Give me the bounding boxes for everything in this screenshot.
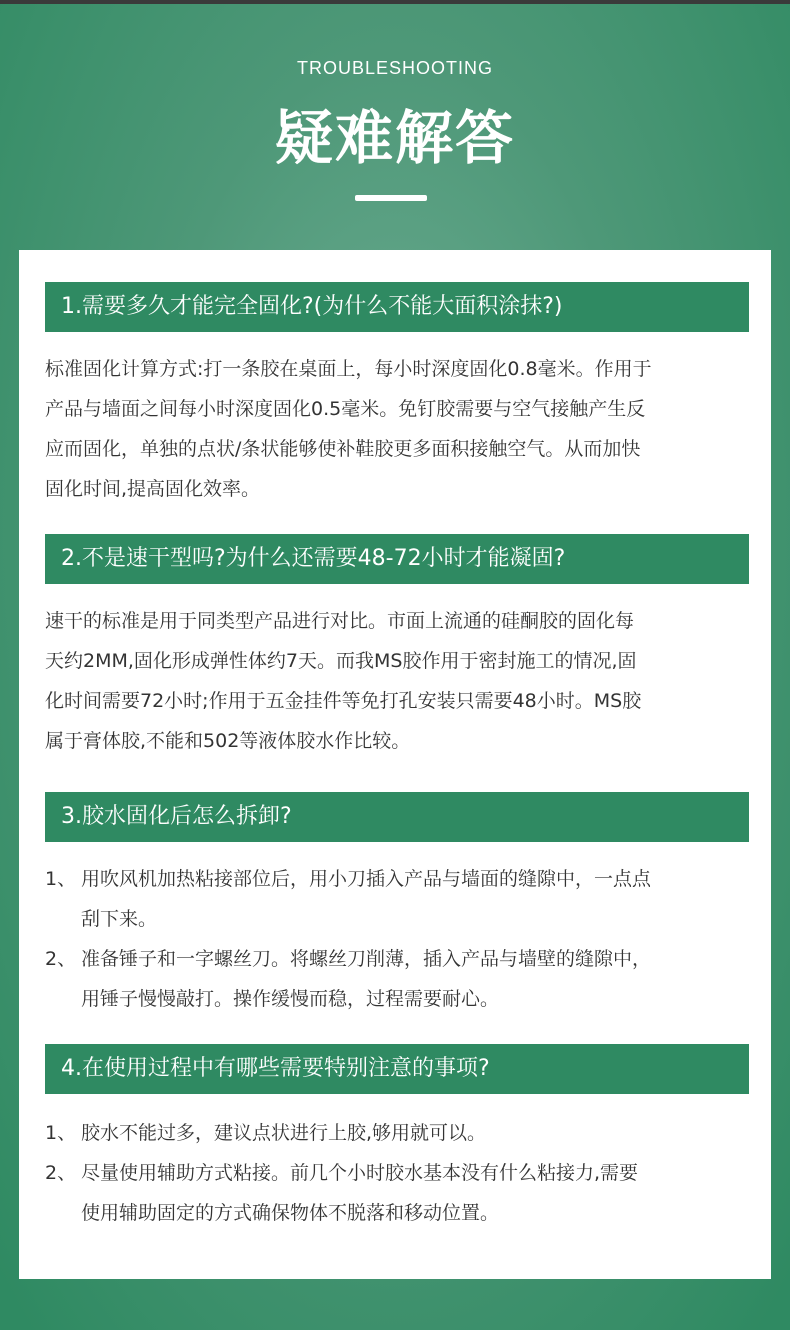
list-item [45, 939, 757, 1019]
faq-panel [19, 250, 771, 1279]
page-header [0, 58, 790, 175]
list-item [45, 1153, 757, 1233]
answer-3 [45, 859, 757, 1019]
question-2-heading: 2.不是速干型吗?为什么还需要48-72小时才能凝固? [45, 534, 749, 584]
list-number: 1、 [45, 1122, 77, 1144]
question-1-heading: 1.需要多久才能完全固化?(为什么不能大面积涂抹?) [45, 282, 749, 332]
answer-line: 天约2MM,固化形成弹性体约7天。而我MS胶作用于密封施工的情况,固 [45, 650, 637, 672]
answer-line: 应而固化，单独的点状/条状能够使补鞋胶更多面积接触空气。从而加快 [45, 438, 641, 460]
answer-line: 用吹风机加热粘接部位后，用小刀插入产品与墙面的缝隙中，一点点 [81, 868, 652, 890]
answer-line: 尽量使用辅助方式粘接。前几个小时胶水基本没有什么粘接力,需要 [81, 1162, 639, 1184]
list-number: 1、 [45, 868, 77, 890]
list-item [45, 1113, 757, 1153]
answer-line: 速干的标准是用于同类型产品进行对比。市面上流通的硅酮胶的固化每 [45, 610, 635, 632]
list-item [45, 859, 757, 939]
answer-line: 使用辅助固定的方式确保物体不脱落和移动位置。 [81, 1202, 500, 1224]
answer-2 [45, 601, 757, 761]
answer-line: 胶水不能过多，建议点状进行上胶,够用就可以。 [81, 1122, 487, 1144]
answer-1 [45, 349, 757, 509]
question-4-heading: 4.在使用过程中有哪些需要特别注意的事项? [45, 1044, 749, 1094]
answer-line: 化时间需要72小时;作用于五金挂件等免打孔安装只需要48小时。MS胶 [45, 690, 642, 712]
answer-line: 产品与墙面之间每小时深度固化0.5毫米。免钉胶需要与空气接触产生反 [45, 398, 646, 420]
page-title: 疑难解答 [274, 104, 515, 172]
title-underline [355, 195, 427, 201]
header-eyebrow: TROUBLESHOOTING [296, 58, 494, 78]
top-border [0, 0, 790, 4]
answer-line: 属于膏体胶,不能和502等液体胶水作比较。 [45, 730, 411, 752]
list-number: 2、 [45, 1162, 77, 1184]
question-3-heading: 3.胶水固化后怎么拆卸? [45, 792, 749, 842]
list-number: 2、 [45, 948, 77, 970]
answer-line: 用锤子慢慢敲打。操作缓慢而稳，过程需要耐心。 [81, 988, 500, 1010]
answer-line: 刮下来。 [81, 908, 158, 930]
answer-line: 固化时间,提高固化效率。 [45, 478, 261, 500]
answer-line: 标准固化计算方式:打一条胶在桌面上，每小时深度固化0.8毫米。作用于 [45, 358, 652, 380]
answer-4 [45, 1113, 757, 1233]
answer-line: 准备锤子和一字螺丝刀。将螺丝刀削薄，插入产品与墙壁的缝隙中， [81, 948, 652, 970]
